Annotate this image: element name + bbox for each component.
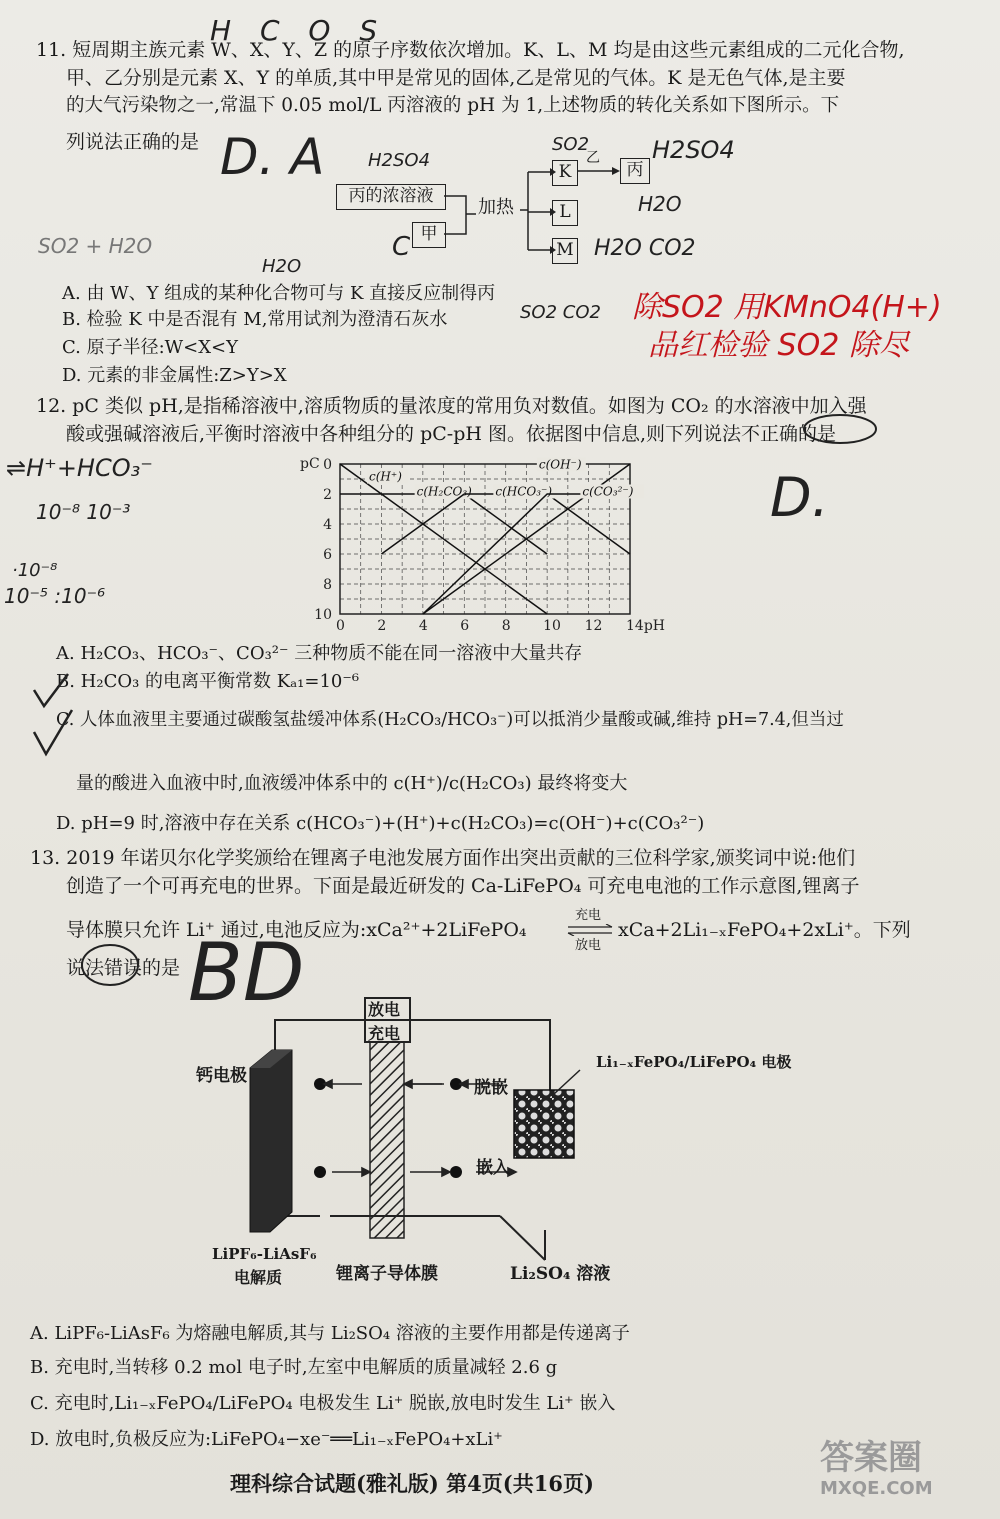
- label-intercalate: 嵌入: [476, 1158, 510, 1178]
- q11-option-a: A. 由 W、Y 组成的某种化合物可与 K 直接反应制得丙: [62, 283, 496, 304]
- hw-m-note: H2O CO2: [594, 236, 696, 261]
- hw-h2so4: H2SO4: [368, 150, 431, 171]
- hw-vals: 10⁻⁸ 10⁻³: [36, 500, 131, 524]
- hw-eq: ⇌H⁺+HCO₃⁻: [6, 454, 153, 482]
- q11-line3: 的大气污染物之一,常温下 0.05 mol/L 丙溶液的 pH 为 1,上述物质的转化关系如下图所示。下: [66, 95, 840, 116]
- q12-option-c2: 量的酸进入血液中时,血液缓冲体系中的 c(H⁺)/c(H₂CO₃) 最终将变大: [76, 773, 628, 794]
- x-tick-label: 4: [418, 618, 428, 634]
- series-label: c(HCO₃⁻): [495, 484, 553, 499]
- y-tick-label: 2: [323, 487, 332, 503]
- y-tick-label: 6: [323, 547, 332, 563]
- q11-line4: 列说法正确的是: [66, 131, 200, 153]
- circle-mark-q12: [800, 412, 880, 446]
- hw-calc1: ·10⁻⁸: [12, 560, 58, 581]
- box-m: M: [552, 238, 578, 264]
- series-label: c(CO₃²⁻): [582, 484, 634, 499]
- q11-option-d: D. 元素的非金属性:Z>Y>X: [62, 365, 287, 386]
- hw-elements: H C O S: [210, 14, 388, 47]
- q12-option-a: A. H₂CO₃、HCO₃⁻、CO₃²⁻ 三种物质不能在同一溶液中大量共存: [56, 643, 583, 664]
- label-heat: 加热: [478, 197, 514, 218]
- x-tick-label: 2: [377, 618, 387, 634]
- label-li2so4: Li₂SO₄ 溶液: [510, 1264, 611, 1284]
- q12-option-d: D. pH=9 时,溶液中存在关系 c(HCO₃⁻)+(H⁺)+c(H₂CO₃)=c(OH⁻)+c(CO₃²⁻): [56, 813, 705, 834]
- q13-option-c: C. 充电时,Li₁₋ₓFePO₄/LiFePO₄ 电极发生 Li⁺ 脱嵌,放电时发生 Li⁺ 嵌入: [30, 1393, 616, 1414]
- q12-line2: 酸或强碱溶液后,平衡时溶液中各种组分的 pC-pH 图。依据图中信息,则下列说法不正确的是: [66, 423, 837, 445]
- reversible-arrow: [566, 924, 616, 936]
- q11-line1: 11. 短周期主族元素 W、X、Y、Z 的原子序数依次增加。K、L、M 均是由这些元素组成的二元化合物,: [36, 39, 905, 61]
- hw-answer-q11: D. A: [220, 128, 325, 186]
- hw-so2co2: SO2 CO2: [520, 302, 601, 323]
- page-footer: 理科综合试题(雅礼版) 第4页(共16页): [230, 1471, 594, 1496]
- box-bing-conc: 丙的浓溶液: [336, 184, 446, 210]
- q13-line2: 创造了一个可再充电的世界。下面是最近研发的 Ca-LiFePO₄ 可充电电池的工作示意图,锂离子: [66, 875, 860, 897]
- hw-answer-q13: BD: [188, 926, 305, 1019]
- box-l: L: [552, 200, 578, 226]
- label-discharge: 放电: [368, 1000, 401, 1019]
- q13-line3a: 导体膜只允许 Li⁺ 通过,电池反应为:xCa²⁺+2LiFePO₄: [66, 919, 527, 941]
- label-lfp-electrode: Li₁₋ₓFePO₄/LiFePO₄ 电极: [596, 1053, 792, 1071]
- hw-answer-q12: D.: [770, 466, 829, 529]
- circle-mark-q13: [78, 940, 142, 990]
- x-tick-label: 12: [584, 618, 603, 634]
- x-tick-label: 10: [543, 618, 561, 634]
- label-charge: 充电: [368, 1024, 401, 1043]
- q13-option-d: D. 放电时,负极反应为:LiFePO₄−xe⁻══Li₁₋ₓFePO₄+xLi⁺: [30, 1429, 503, 1450]
- hw-left-note: SO2 + H2O: [38, 234, 153, 258]
- q12-option-c1: C. 人体血液里主要通过碳酸氢盐缓冲体系(H₂CO₃/HCO₃⁻)可以抵消少量酸或碱,维持 pH=7.4,但当过: [56, 710, 844, 730]
- watermark-line2: MXQE.COM: [820, 1478, 933, 1499]
- pc-ph-chart: [290, 448, 680, 634]
- series-label: c(OH⁻): [538, 457, 582, 472]
- q13-line4: 说法错误的是: [66, 957, 181, 979]
- box-jia: 甲: [412, 222, 446, 248]
- y-tick-label: 4: [323, 517, 332, 533]
- q11-line2: 甲、乙分别是元素 X、Y 的单质,其中甲是常见的固体,乙是常见的气体。K 是无色气体,是主要: [66, 67, 846, 89]
- q11-option-b: B. 检验 K 中是否混有 M,常用试剂为澄清石灰水: [62, 309, 448, 330]
- q13-option-b: B. 充电时,当转移 0.2 mol 电子时,左室中电解质的质量减轻 2.6 g: [30, 1357, 558, 1378]
- q13-line3b: xCa+2Li₁₋ₓFePO₄+2xLi⁺。下列: [618, 919, 911, 941]
- y-tick-label: 10: [314, 607, 332, 623]
- q11-option-c: C. 原子半径:W<X<Y: [62, 337, 239, 358]
- label-yi: 乙: [586, 150, 600, 166]
- label-membrane: 锂离子导体膜: [336, 1264, 438, 1284]
- hw-calc2: 10⁻⁵ :10⁻⁶: [4, 584, 106, 608]
- check-marks: [28, 670, 88, 770]
- label-electrolyte2: 电解质: [234, 1268, 283, 1287]
- series-label: c(H⁺): [369, 469, 402, 484]
- hw-c: C: [392, 232, 411, 262]
- q13-option-a: A. LiPF₆-LiAsF₆ 为熔融电解质,其与 Li₂SO₄ 溶液的主要作用都是传递离子: [30, 1323, 630, 1344]
- box-bing: 丙: [620, 158, 650, 184]
- q11-diagram-lines: [0, 0, 1000, 300]
- watermark: [820, 1438, 980, 1510]
- label-charge-arrow: 充电: [575, 908, 602, 923]
- label-ca-electrode: 钙电极: [196, 1066, 247, 1086]
- q13-line1: 13. 2019 年诺贝尔化学奖颁给在锂离子电池发展方面作出突出贡献的三位科学家,颁奖词中说:他们: [30, 847, 856, 869]
- hw-so2-k: SO2: [552, 134, 590, 155]
- x-tick-label: 6: [460, 618, 470, 634]
- label-discharge-arrow: 放电: [575, 938, 602, 953]
- y-tick-label: 8: [323, 577, 332, 593]
- q12-line1: 12. pC 类似 pH,是指稀溶液中,溶质物质的量浓度的常用负对数值。如图为 CO₂ 的水溶液中加入强: [36, 395, 867, 417]
- x-tick-label: 8: [501, 618, 511, 634]
- box-k: K: [552, 160, 578, 186]
- hw-h2o-right: H2O: [638, 192, 682, 216]
- label-electrolyte1: LiPF₆-LiAsF₆: [212, 1245, 317, 1263]
- hw-red-note1: 除SO2 用KMnO4(H+): [632, 290, 942, 325]
- label-deintercalate: 脱嵌: [474, 1078, 508, 1098]
- hw-h2so4-right: H2SO4: [652, 136, 735, 164]
- watermark-line1: 答案圈: [820, 1438, 922, 1478]
- q12-option-b: B. H₂CO₃ 的电离平衡常数 Kₐ₁=10⁻⁶: [56, 671, 360, 692]
- hw-h2o-a: H2O: [262, 256, 302, 277]
- x-tick-label: 14pH: [626, 618, 665, 634]
- y-axis-label: pC: [300, 456, 320, 472]
- y-tick-label: 0: [323, 457, 332, 473]
- hw-red-note2: 品红检验 SO2 除尽: [648, 328, 909, 363]
- series-label: c(H₂CO₃): [416, 484, 472, 499]
- x-tick-label: 0: [336, 618, 345, 634]
